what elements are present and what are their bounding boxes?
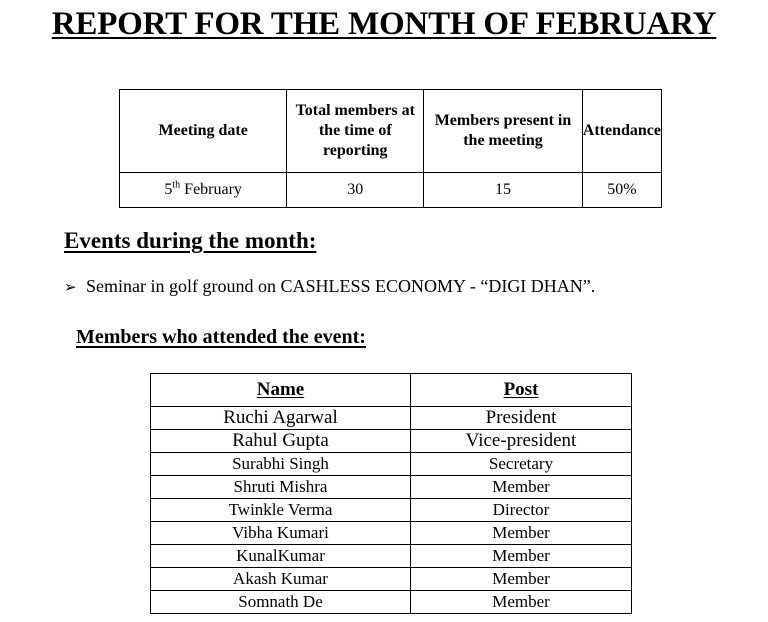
- table-row: [151, 430, 632, 453]
- cell-attendance: 50%: [582, 173, 661, 208]
- cell-members-present: 15: [424, 173, 583, 208]
- member-name: KunalKumar: [151, 545, 411, 568]
- events-heading: Events during the month:: [64, 228, 317, 253]
- meeting-table-header-row: [120, 90, 662, 173]
- member-post: Member: [411, 591, 632, 614]
- header-attendance: Attendance: [582, 90, 661, 173]
- report-title-text: REPORT FOR THE MONTH OF FEBRUARY: [51, 6, 717, 42]
- member-name: Akash Kumar: [151, 568, 411, 591]
- table-row: [151, 591, 632, 614]
- header-meeting-date: Meeting date: [120, 90, 287, 173]
- member-name: Vibha Kumari: [151, 522, 411, 545]
- member-post: Secretary: [411, 453, 632, 476]
- member-post: Member: [411, 568, 632, 591]
- arrow-bullet-icon: ➢: [64, 278, 77, 296]
- table-row: [151, 499, 632, 522]
- date-day: 5: [164, 181, 173, 198]
- member-post: Member: [411, 522, 632, 545]
- header-name: Name: [151, 374, 411, 407]
- members-table: [150, 373, 632, 614]
- member-post: Director: [411, 499, 632, 522]
- member-name: Somnath De: [151, 591, 411, 614]
- member-post: Vice-president: [411, 430, 632, 453]
- member-name: Surabhi Singh: [151, 453, 411, 476]
- member-name: Shruti Mishra: [151, 476, 411, 499]
- event-list-item: [64, 274, 595, 299]
- report-title: [0, 4, 768, 44]
- member-name: Rahul Gupta: [151, 430, 411, 453]
- table-row: [151, 407, 632, 430]
- member-post: Member: [411, 545, 632, 568]
- members-heading: Members who attended the event:: [76, 326, 366, 348]
- members-table-header-row: [151, 374, 632, 407]
- header-total-members: Total members at the time of reporting: [287, 90, 424, 173]
- member-name: Ruchi Agarwal: [151, 407, 411, 430]
- cell-meeting-date: [120, 173, 287, 208]
- table-row: [151, 568, 632, 591]
- meeting-summary-table: [119, 89, 662, 208]
- member-post: Member: [411, 476, 632, 499]
- cell-total-members: 30: [287, 173, 424, 208]
- table-row: [151, 522, 632, 545]
- member-post: President: [411, 407, 632, 430]
- table-row: [151, 545, 632, 568]
- table-row: [151, 453, 632, 476]
- table-row: [151, 476, 632, 499]
- date-month: February: [184, 181, 242, 198]
- meeting-table-row: [120, 173, 662, 208]
- member-name: Twinkle Verma: [151, 499, 411, 522]
- header-members-present: Members present in the meeting: [424, 90, 583, 173]
- date-suffix: th: [172, 179, 181, 191]
- header-post: Post: [411, 374, 632, 407]
- event-text: Seminar in golf ground on CASHLESS ECONOMY - “DIGI DHAN”.: [86, 276, 596, 296]
